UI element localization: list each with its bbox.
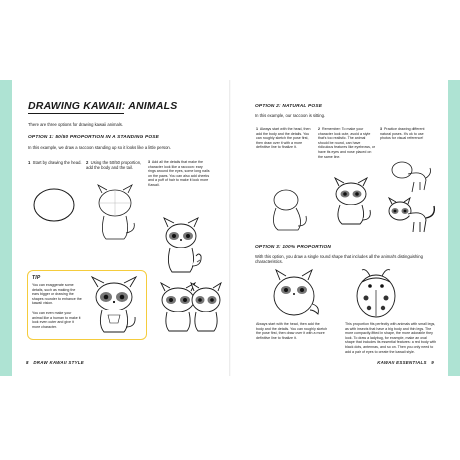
page-title: DRAWING KAWAII: ANIMALS [28, 100, 178, 112]
title-underline [28, 113, 124, 114]
step-text: Practice drawing different natural poses. It's ok to use photos for visual reference! [380, 127, 425, 141]
right-page-number: 9 [431, 360, 434, 365]
round-ladybug-drawing [352, 268, 400, 320]
step-number: 3 [148, 160, 150, 164]
option2-heading: OPTION 2: NATURAL POSE [255, 104, 323, 109]
step-number: 1 [256, 127, 258, 131]
left-footer [26, 360, 84, 365]
option1-heading: OPTION 1: 50/50 PROPORTION IN A STANDING POSE [28, 135, 160, 140]
round-raccoon-drawing [270, 270, 320, 320]
option2-step3 [380, 127, 434, 141]
tip-box [27, 270, 147, 340]
sitting-raccoon-sketch [268, 188, 308, 232]
step-text: Start by drawing the head. [32, 160, 82, 165]
option3-heading: OPTION 3: 100% PROPORTION [255, 245, 332, 250]
step-text: Using the 50/50 proportion, add the body and the tail. [86, 160, 142, 171]
tip-label: TIP [32, 275, 41, 281]
step-number: 2 [318, 127, 320, 131]
right-footer-label: KAWAII ESSENTIALS [377, 360, 427, 365]
left-page-edge-band [0, 80, 12, 376]
step-number: 1 [28, 160, 31, 165]
option3-caption-2: This proportion fits perfectly with animals with small legs, as with insects that have a big body and thin legs. The more compactly-fitted in shape, the more adorable they look. To draw a ladybug, for example, make an oval shape that includes its essential features: a red body with black dots, antennas, and so on. Then you only need to add a pair of eyes to create the kawaii style. [345, 322, 437, 354]
option2-step2 [318, 127, 376, 159]
option3-caption-1: Always start with the head, then add the body and the details. You can roughly sketch the pose first, then draw over it with a more definitive line to finalize it. [256, 322, 328, 340]
raccoon-detailed-drawing [158, 218, 204, 280]
option2-text: In this example, our raccoon is sitting. [255, 113, 326, 118]
intro-text: There are three options for drawing kawaii animals. [28, 122, 123, 127]
step-number: 2 [86, 160, 89, 165]
step2 [86, 160, 144, 171]
raccoon-tip-drawing [88, 277, 140, 335]
left-footer-label: DRAW KAWAII STYLE [33, 360, 85, 365]
head-oval-sketch [30, 185, 80, 225]
standing-raccoon-pose-sketch [388, 160, 432, 196]
tip-text-2: You can even make your animal like a human to make it look even cuter and give it more character. [32, 311, 81, 329]
right-page-edge-band [448, 80, 460, 376]
option1-text: In this example, we draw a raccoon standing up so it looks like a little person. [28, 145, 171, 150]
walking-raccoon-drawing [386, 198, 436, 238]
tip-text-1: You can exaggerate some details, such as making the ears bigger or drawing the shapes rounder to enhance the kawaii vision. [32, 283, 82, 306]
step1 [28, 160, 83, 165]
right-footer [377, 360, 434, 365]
step-text: Remember: To make your character look cute, avoid a style that's too realistic. The animal should be round, can have ridiculous features like eyebrows, or have its eyes and nose placed on the same line. [318, 127, 376, 159]
step-text: Always start with the head, then add the body and the details. You can roughly sketch the pose first, then draw over it with a more definitive line to finalize it. [256, 127, 311, 150]
option2-step1 [256, 127, 314, 150]
option3-text: With this option, you draw a single round shape that includes all the animal's distinguishing characteristics. [255, 254, 423, 265]
raccoon-pair-drawing-2 [188, 283, 226, 335]
book-spine [229, 80, 231, 376]
step-text: Add all the details that make the character look like a raccoon: eary rings around the eyes, some long nails on the paws. You can also add cheeks and a puff of hair to make it look more Kawaii. [148, 160, 210, 187]
step3 [148, 160, 210, 188]
sitting-raccoon-detailed [330, 178, 374, 228]
raccoon-body-sketch [90, 185, 140, 245]
left-page-number: 8 [26, 360, 29, 365]
step-number: 3 [380, 127, 382, 131]
